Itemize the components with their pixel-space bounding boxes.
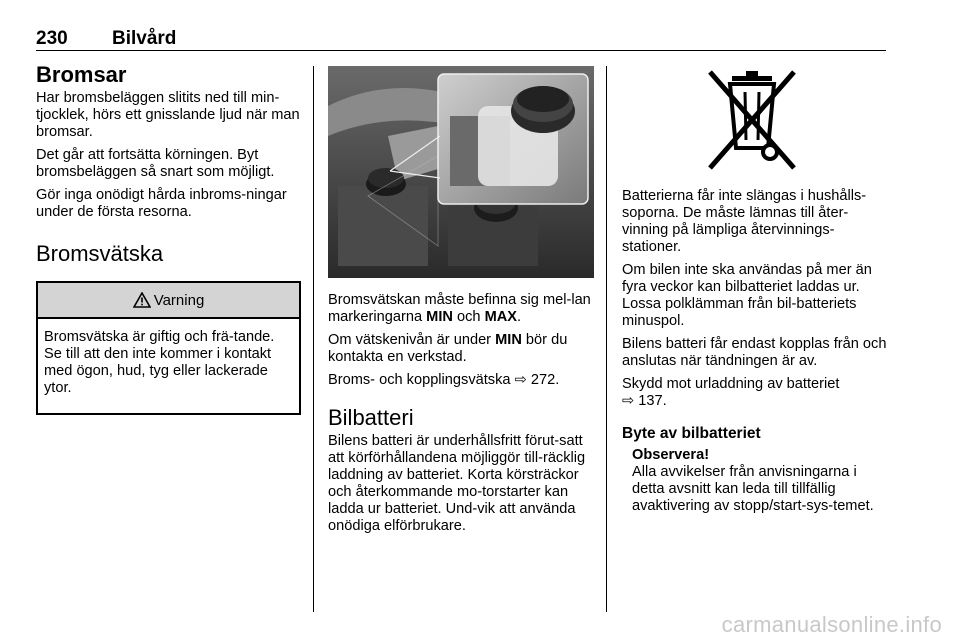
running-title: Bilvård [112, 28, 177, 49]
text-run: och [452, 309, 485, 325]
text-run: . [662, 393, 667, 409]
text-run-bold: MIN [495, 332, 522, 348]
text-run: . [517, 309, 522, 325]
column-divider [606, 66, 607, 612]
warning-header [38, 283, 299, 319]
paragraph: Bilens batteri är underhållsfritt förut-satt att körförhållandena möjliggör till-räcklig laddning av batteriet. Korta körsträckor och återkommande mo-torstarter kan ladda ur batteriet. Und-vik att använda onödiga elförbrukare. [328, 433, 586, 534]
column-right [622, 62, 890, 521]
section-title-brakes: Bromsar [36, 62, 127, 87]
paragraph: Har bromsbeläggen slitits ned till min-tjocklek, hörs ett gnisslande ljud när man bromsar. [36, 90, 300, 140]
text-run-bold: MAX [484, 309, 517, 325]
note-text: Alla avvikelser från anvisningarna i detta avsnitt kan leda till tillfällig avaktivering av stopp/start-sys-temet. [632, 464, 874, 514]
column-left [36, 62, 301, 415]
warning-triangle-icon [133, 292, 151, 308]
column-divider [313, 66, 314, 612]
watermark: carmanualsonline.info [721, 612, 942, 637]
text-run: Skydd mot urladdning av batteriet [622, 376, 840, 392]
text-run: Om vätskenivån är under [328, 332, 496, 348]
column-middle [328, 62, 594, 541]
page-header [36, 28, 886, 51]
page-reference[interactable]: 272 [530, 372, 556, 388]
text-run-bold: MIN [426, 309, 453, 325]
page-number: 230 [36, 28, 68, 49]
section-title-battery: Bilbatteri [328, 405, 414, 430]
text-run: . [555, 372, 560, 388]
paragraph: Bilens batteri får endast kopplas från och anslutas när tändningen är av. [622, 336, 887, 369]
text-run: Broms- och kopplingsvätska [328, 372, 515, 388]
paragraph: Det går att fortsätta körningen. Byt bromsbeläggen så snart som möjligt. [36, 147, 275, 180]
crossed-out-wheelie-bin-icon [702, 68, 802, 172]
section-title-battery-replacement: Byte av bilbatteriet [622, 425, 761, 442]
page-reference-icon: ⇨ [622, 393, 639, 409]
text-run: Bromsvätskan måste befinna sig mel-lan markeringarna [328, 292, 591, 325]
warning-box [36, 281, 301, 415]
note-label: Observera! [632, 447, 710, 463]
paragraph: Gör inga onödigt hårda inbroms-ningar under de första resorna. [36, 187, 287, 220]
paragraph: Om bilen inte ska användas på mer än fyra veckor kan bilbatteriet laddas ur. Lossa polklämman från bil-batteriets minuspol. [622, 262, 872, 329]
brake-fluid-reservoir-photo [328, 66, 594, 278]
page-reference-icon: ⇨ [514, 372, 531, 388]
paragraph [622, 376, 890, 410]
text-run: bör du kontakta en verkstad. [328, 332, 568, 365]
paragraph: Batterierna får inte slängas i hushålls-soporna. De måste lämnas till åter-vinning på lämpliga återvinnings-stationer. [622, 188, 867, 255]
section-title-brake-fluid: Bromsvätska [36, 241, 164, 266]
page-reference[interactable]: 137 [638, 393, 663, 409]
paragraph [328, 332, 594, 366]
paragraph [328, 292, 594, 326]
paragraph [328, 372, 594, 389]
warning-label: Varning [153, 291, 205, 309]
note-box [622, 447, 890, 515]
warning-text: Bromsvätska är giftig och frä-tande. Se till att den inte kommer i kontakt med ögon, hud, tyg eller lackerade ytor. [44, 329, 275, 396]
